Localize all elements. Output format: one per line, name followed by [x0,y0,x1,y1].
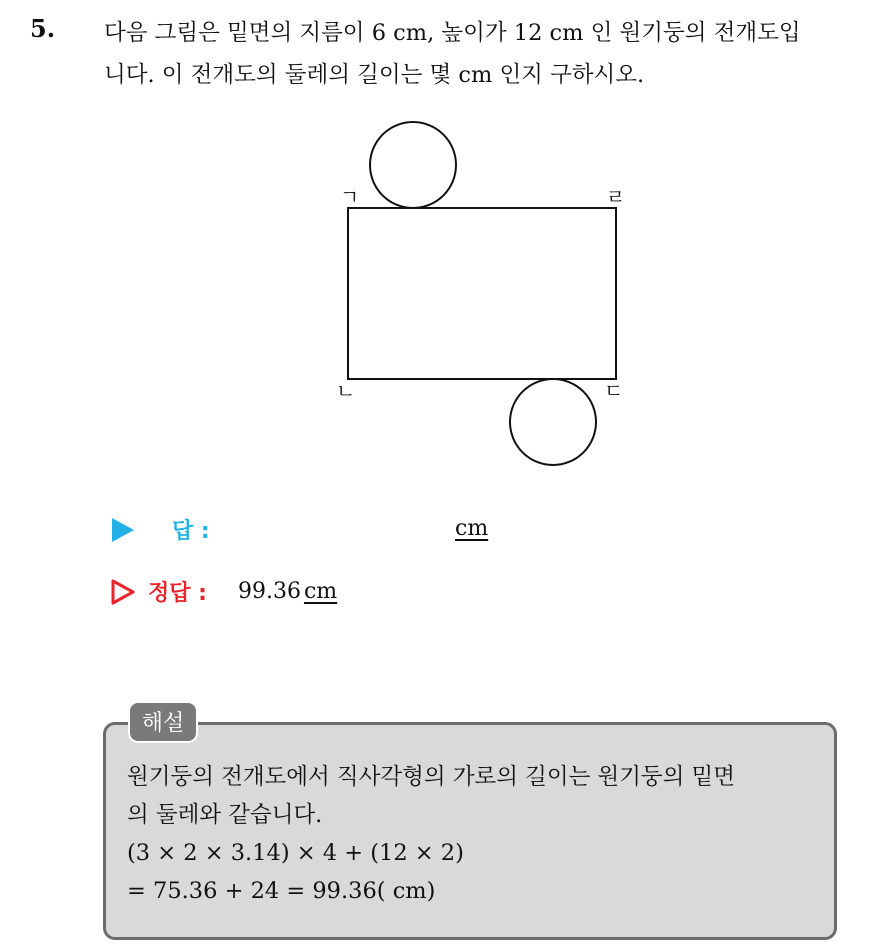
explanation-line: 원기둥의 전개도에서 직사각형의 가로의 길이는 원기둥의 밑면 [127,764,736,790]
explanation-text [127,758,827,910]
corner-label-top-right: ㄹ [606,185,626,209]
explanation-line: = 75.36 + 24 = 99.36( cm) [127,878,436,904]
correct-answer-value [238,579,337,604]
bottom-base-circle [510,379,596,465]
correct-answer-label: 정답 : [148,581,207,606]
explanation-tag: 해설 [128,701,198,743]
explanation-line: 의 둘레와 같습니다. [127,802,323,828]
answer-label: 답 : [172,519,210,544]
question-line: 니다. 이 전개도의 둘레의 길이는 몇 cm 인지 구하시오. [104,62,645,88]
answer-row [110,512,610,548]
play-icon [110,517,136,543]
correct-answer-row [110,574,610,610]
outline-play-icon [110,579,136,605]
question-number: 5. [30,14,56,43]
correct-answer-number: 99.36 [238,579,301,604]
side-rectangle [348,208,616,379]
corner-label-bottom-left: ㄴ [336,379,356,403]
answer-unit: cm [455,516,489,541]
corner-label-bottom-right: ㄷ [604,379,624,403]
explanation-line: (3 × 2 × 3.14) × 4 + (12 × 2) [127,840,464,866]
correct-answer-unit: cm [303,579,338,604]
corner-label-top-left: ㄱ [340,185,360,209]
question-line: 다음 그림은 밑면의 지름이 6 cm, 높이가 12 cm 인 원기둥의 전개도입 [104,20,801,46]
top-base-circle [370,122,456,208]
